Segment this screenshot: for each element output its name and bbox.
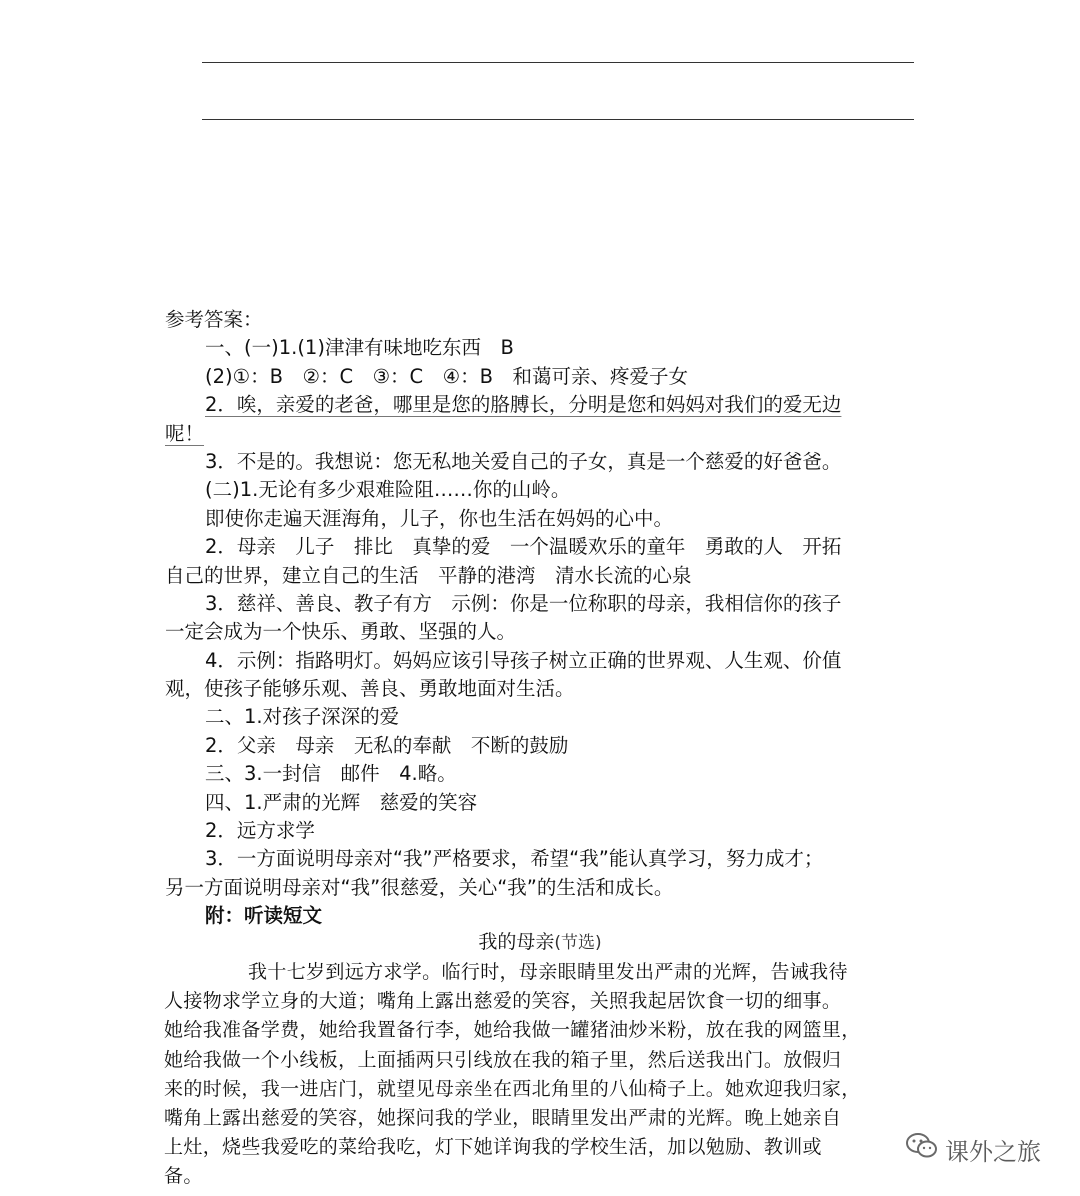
answer-line: 3．不是的。我想说：您无私地关爱自己的子女，真是一个慈爱的好爸爸。 bbox=[205, 449, 842, 473]
answer-line: 三、3.一封信 邮件 4.略。 bbox=[205, 762, 457, 786]
answer-line: 3．慈祥、善良、教子有方 示例：你是一位称职的母亲，我相信你的孩子 bbox=[205, 591, 842, 615]
answer-line: 自己的世界，建立自己的生活 平静的港湾 清水长流的心泉 bbox=[165, 563, 692, 587]
passage-title-text: 我的母亲 bbox=[478, 931, 555, 953]
answer-blank-line-1 bbox=[202, 62, 914, 63]
answer-line: 2．父亲 母亲 无私的奉献 不断的鼓励 bbox=[205, 733, 569, 757]
passage-title bbox=[0, 927, 1080, 958]
passage-line: 我十七岁到远方求学。临行时，母亲眼睛里发出严肃的光辉，告诫我待 bbox=[248, 961, 848, 983]
appendix-heading: 附：听读短文 bbox=[205, 904, 323, 928]
answer-line: 一定会成为一个快乐、勇敢、坚强的人。 bbox=[165, 620, 517, 644]
answer-line: 2．唉，亲爱的老爸，哪里是您的胳膊长，分明是您和妈妈对我们的爱无边 bbox=[205, 393, 842, 417]
watermark bbox=[905, 1131, 1041, 1167]
passage-line: 她给我准备学费，她给我置备行李，她给我做一罐猪油炒米粉，放在我的网篮里， bbox=[164, 1019, 861, 1042]
passage-line: 上灶，烧些我爱吃的菜给我吃，灯下她详询我的学校生活，加以勉励、教训或 bbox=[164, 1136, 822, 1159]
answer-line: 四、1.严肃的光辉 慈爱的笑容 bbox=[205, 790, 478, 814]
answer-line: 3．一方面说明母亲对“我”严格要求，希望“我”能认真学习，努力成才； bbox=[205, 847, 824, 871]
answer-blank-line-2 bbox=[202, 119, 914, 120]
passage-line: 人接物求学立身的大道；嘴角上露出慈爱的笑容，关照我起居饮食一切的细事。 bbox=[164, 990, 842, 1013]
answer-line: 2．远方求学 bbox=[205, 819, 315, 843]
answer-key bbox=[165, 306, 925, 931]
passage-line: 备。 bbox=[164, 1165, 203, 1188]
answer-line: 4．示例：指路明灯。妈妈应该引导孩子树立正确的世界观、人生观、价值 bbox=[205, 648, 842, 672]
answer-line: (二)1.无论有多少艰难险阻……你的山岭。 bbox=[205, 478, 571, 502]
answer-line: 二、1.对孩子深深的爱 bbox=[205, 705, 400, 729]
answer-line: 呢！ bbox=[165, 421, 205, 445]
watermark-text: 课外之旅 bbox=[945, 1137, 1041, 1166]
answer-line: 2．母亲 儿子 排比 真挚的爱 一个温暖欢乐的童年 勇敢的人 开拓 bbox=[205, 535, 842, 559]
passage-subtitle: (节选) bbox=[554, 933, 602, 953]
answer-heading: 参考答案： bbox=[165, 308, 263, 331]
passage-body bbox=[164, 958, 924, 1192]
answer-line: 另一方面说明母亲对“我”很慈爱，关心“我”的生活和成长。 bbox=[165, 875, 674, 899]
answer-line: 观，使孩子能够乐观、善良、勇敢地面对生活。 bbox=[165, 677, 575, 701]
answer-line: 即使你走遍天涯海角，儿子，你也生活在妈妈的心中。 bbox=[205, 506, 674, 530]
answer-line: (2)①：B ②：C ③：C ④：B 和蔼可亲、疼爱子女 bbox=[205, 364, 689, 388]
passage-line: 她给我做一个小线板，上面插两只引线放在我的箱子里，然后送我出门。放假归 bbox=[164, 1048, 842, 1071]
answer-line: 一、(一)1.(1)津津有味地吃东西 B bbox=[205, 336, 514, 360]
passage-line: 嘴角上露出慈爱的笑容，她探问我的学业，眼睛里发出严肃的光辉。晚上她亲自 bbox=[164, 1106, 842, 1129]
passage-line: 来的时候，我一进店门，就望见母亲坐在西北角里的八仙椅子上。她欢迎我归家， bbox=[164, 1077, 861, 1100]
wechat-icon bbox=[905, 1131, 939, 1167]
